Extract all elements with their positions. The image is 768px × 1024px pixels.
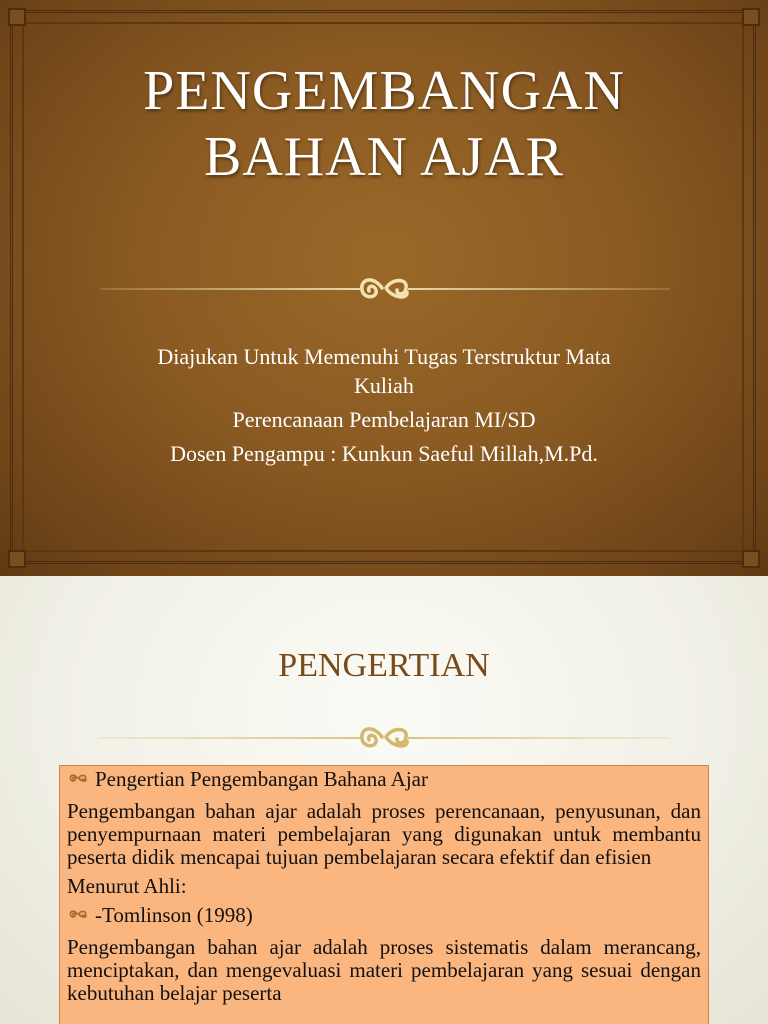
divider-line-left xyxy=(100,288,360,290)
subtitle-line-2: Kuliah xyxy=(354,373,414,398)
frame-corner-bottom-right xyxy=(742,550,760,568)
definition-slide xyxy=(0,576,768,1024)
bullet-flourish-icon xyxy=(67,770,89,794)
divider-line-right xyxy=(408,288,670,290)
slide2-flourish-ornament-icon xyxy=(352,717,416,762)
bullet-item xyxy=(67,768,701,794)
flourish-ornament-icon xyxy=(352,268,416,313)
frame-corner-top-right xyxy=(742,8,760,26)
bullet-item xyxy=(67,904,701,930)
slide2-title: PENGERTIAN xyxy=(278,647,490,684)
bullet-text: -Tomlinson (1998) xyxy=(95,903,253,927)
tomlinson-paragraph: Pengembangan bahan ajar adalah proses sistematis dalam merancang, menciptakan, dan mengevaluasi materi pembelajaran yang sesuai dengan kebutuhan belajar peserta xyxy=(67,935,701,1005)
frame-corner-bottom-left xyxy=(8,550,26,568)
slide2-divider-left xyxy=(98,737,362,739)
content-box xyxy=(59,765,709,1024)
slide-title xyxy=(0,58,768,190)
subtitle-line-3: Perencanaan Pembelajaran MI/SD xyxy=(232,407,536,432)
subtitle-line-4: Dosen Pengampu : Kunkun Saeful Millah,M.Pd. xyxy=(170,441,598,466)
frame-corner-top-left xyxy=(8,8,26,26)
slide-subtitle xyxy=(60,342,708,468)
definition-paragraph: Pengembangan bahan ajar adalah proses perencanaan, penyusunan, dan penyempurnaan materi pembelajaran yang digunakan untuk membantu peserta didik mencapai tujuan pembelajaran secara efektif dan efisien xyxy=(67,799,701,869)
subtitle-line-1: Diajukan Untuk Memenuhi Tugas Terstruktur Mata xyxy=(157,344,611,369)
slide-title-line2: BAHAN AJAR xyxy=(203,126,565,188)
slide2-divider-right xyxy=(408,737,670,739)
expert-heading: Menurut Ahli: xyxy=(67,874,187,898)
slide-title-line1: PENGEMBANGAN xyxy=(143,60,625,122)
bullet-flourish-icon xyxy=(67,906,89,930)
bullet-text: Pengertian Pengembangan Bahana Ajar xyxy=(95,767,428,791)
